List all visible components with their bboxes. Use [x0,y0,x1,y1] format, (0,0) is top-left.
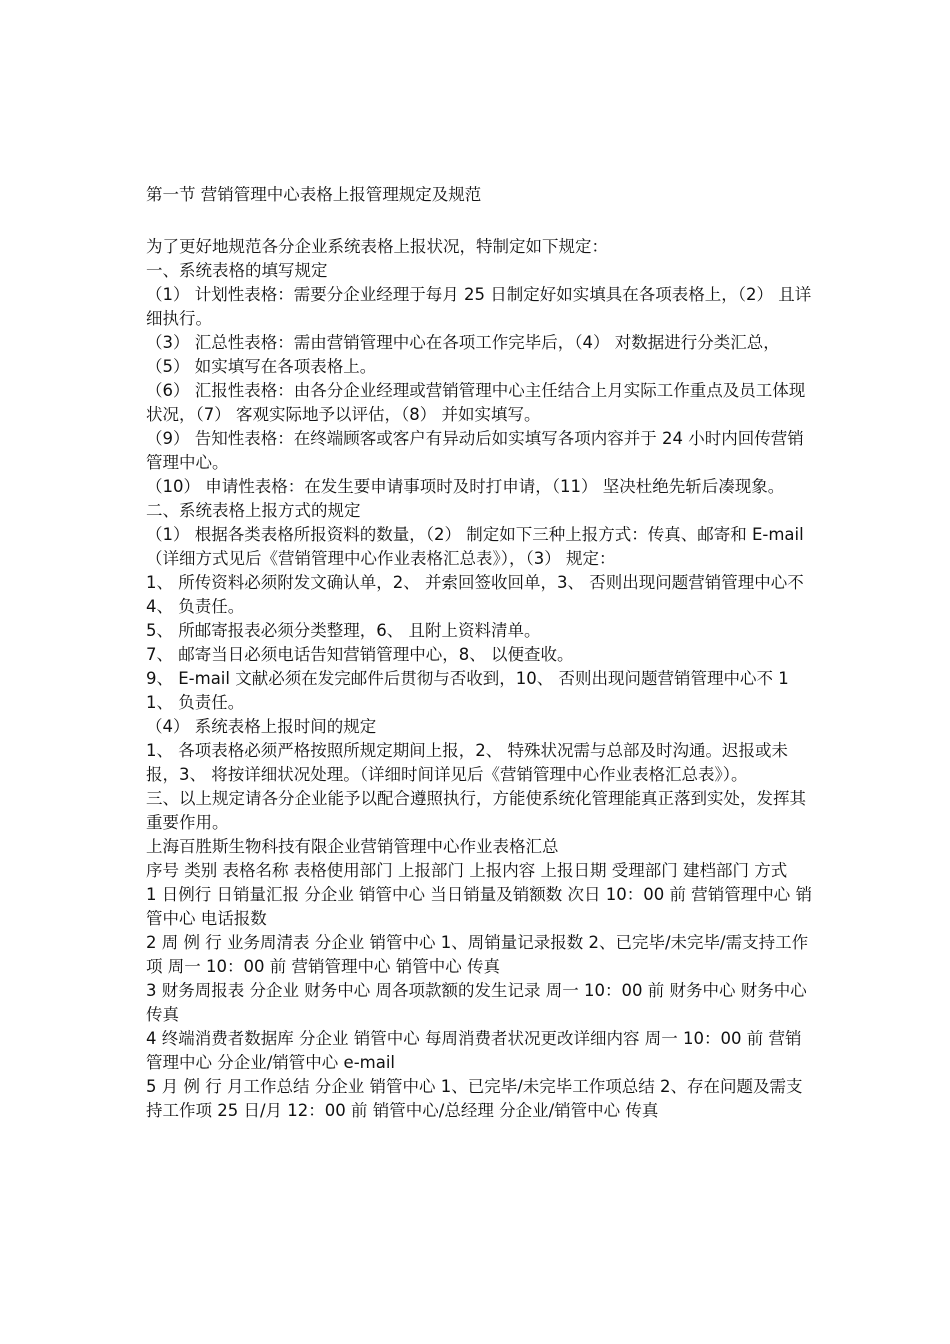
table-row: 4 终端消费者数据库 分企业 销管中心 每周消费者状况更改详细内容 周一 10：00 前 营销管理中心 分企业/销管中心 e-mail [146,1029,802,1072]
document-body [146,235,814,1123]
paragraph: 7、 邮寄当日必须电话告知营销管理中心，8、 以便查收。 [146,645,574,664]
section-heading: 二、系统表格上报方式的规定 [146,501,361,520]
table-row: 3 财务周报表 分企业 财务中心 周各项款额的发生记录 周一 10：00 前 财务中心 财务中心 传真 [146,981,807,1024]
section-heading: 一、系统表格的填写规定 [146,261,328,280]
paragraph: 三、以上规定请各分企业能予以配合遵照执行，方能使系统化管理能真正落到实处，发挥其重要作用。 [146,789,806,832]
paragraph: （3） 汇总性表格：需由营销管理中心在各项工作完毕后，（4） 对数据进行分类汇总，（5） 如实填写在各项表格上。 [146,333,780,376]
document-page [146,183,814,1123]
paragraph: 5、 所邮寄报表必须分类整理，6、 且附上资料清单。 [146,621,541,640]
table-row: 2 周 例 行 业务周清表 分企业 销管中心 1、周销量记录报数 2、已完毕/未完毕/需支持工作项 周一 10：00 前 营销管理中心 销管中心 传真 [146,933,809,976]
paragraph: 1、 所传资料必须附发文确认单，2、 并索回签收回单，3、 否则出现问题营销管理中心不 4、 负责任。 [146,573,804,616]
table-title: 上海百胜斯生物科技有限企业营销管理中心作业表格汇总 [146,837,559,856]
table-row: 5 月 例 行 月工作总结 分企业 销管中心 1、已完毕/未完毕工作项总结 2、存在问题及需支持工作项 25 日/月 12：00 前 销管中心/总经理 分企业/销管中心 传真 [146,1077,803,1120]
paragraph: 9、 E-mail 文献必须在发完邮件后贯彻与否收到，10、 否则出现问题营销管理中心不 11、 负责任。 [146,669,789,712]
paragraph: （6） 汇报性表格：由各分企业经理或营销管理中心主任结合上月实际工作重点及员工体现状况，（7） 客观实际地予以评估，（8） 并如实填写。 [146,381,806,424]
paragraph: （1） 计划性表格：需要分企业经理于每月 25 日制定好如实填具在各项表格上，（2） 且详细执行。 [146,285,812,328]
paragraph: 1、 各项表格必须严格按照所规定期间上报，2、 特殊状况需与总部及时沟通。迟报或未报，3、 将按详细状况处理。（详细时间详见后《营销管理中心作业表格汇总表》）。 [146,741,788,784]
section-heading: （4） 系统表格上报时间的规定 [146,717,377,736]
table-row: 1 日例行 日销量汇报 分企业 销管中心 当日销量及销额数 次日 10：00 前 营销管理中心 销管中心 电话报数 [146,885,812,928]
paragraph: （1） 根据各类表格所报资料的数量，（2） 制定如下三种上报方式：传真、邮寄和 E-mail（详细方式见后《营销管理中心作业表格汇总表》），（3） 规定： [146,525,804,568]
paragraph: 为了更好地规范各分企业系统表格上报状况，特制定如下规定： [146,237,608,256]
paragraph: （9） 告知性表格：在终端顾客或客户有异动后如实填写各项内容并于 24 小时内回传营销管理中心。 [146,429,804,472]
table-header-row: 序号 类别 表格名称 表格使用部门 上报部门 上报内容 上报日期 受理部门 建档部门 方式 [146,861,788,880]
document-title: 第一节 营销管理中心表格上报管理规定及规范 [146,185,482,204]
paragraph: （10） 申请性表格：在发生要申请事项时及时打申请，（11） 坚决杜绝先斩后凑现象。 [146,477,785,496]
